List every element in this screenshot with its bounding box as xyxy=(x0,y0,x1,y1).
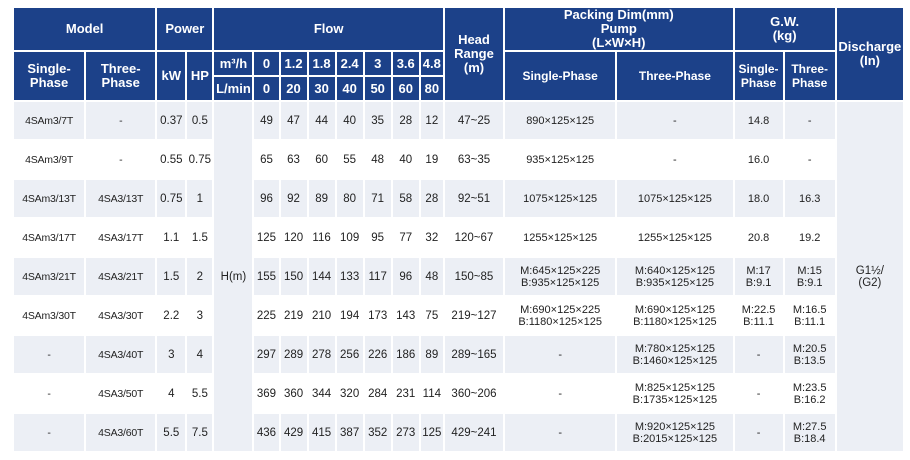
head-range: 360~206 xyxy=(445,375,503,412)
model-three-phase: 4SA3/21T xyxy=(86,258,155,295)
head-value: 194 xyxy=(337,297,363,334)
power-hp: 2 xyxy=(187,258,212,295)
head-value: 415 xyxy=(309,414,335,451)
header-single-phase: Single- Phase xyxy=(14,52,84,100)
table-row xyxy=(14,375,903,412)
head-range: 219~127 xyxy=(445,297,503,334)
head-value: 344 xyxy=(309,375,335,412)
packing-single-phase-line: - xyxy=(558,426,562,439)
gw-single-phase xyxy=(735,102,783,139)
head-value: 35 xyxy=(365,102,391,139)
header-packing-dim: Packing Dim(mm) Pump (L×W×H) xyxy=(505,8,732,50)
head-value: 28 xyxy=(393,102,419,139)
head-value: 284 xyxy=(365,375,391,412)
packing-single-phase xyxy=(505,414,615,451)
table-row xyxy=(14,297,903,334)
header-gw-three: Three- Phase xyxy=(785,52,835,100)
gw-single-phase xyxy=(735,141,783,178)
packing-three-phase-line: 1255×125×125 xyxy=(637,231,712,244)
gw-three-phase-line: B:9.1 xyxy=(796,276,823,289)
gw-three-phase xyxy=(785,414,835,451)
model-three-phase: 4SA3/13T xyxy=(86,180,155,217)
gw-three-phase xyxy=(785,180,835,217)
packing-single-phase xyxy=(505,297,615,334)
table-row xyxy=(14,414,903,451)
header-three-phase: Three- Phase xyxy=(86,52,155,100)
header-flow-m3h: 3.6 xyxy=(393,52,419,75)
model-single-phase: 4SAm3/9T xyxy=(14,141,84,178)
header-packing-single: Single-Phase xyxy=(505,52,615,100)
header-flow: Flow xyxy=(214,8,443,50)
header-flow-m3h: 4.8 xyxy=(421,52,443,75)
gw-single-phase-line: - xyxy=(756,426,761,439)
packing-single-phase xyxy=(505,219,615,256)
packing-three-phase xyxy=(617,258,732,295)
gw-single-phase-line: 14.8 xyxy=(747,114,770,127)
power-hp: 5.5 xyxy=(187,375,212,412)
power-hp: 1.5 xyxy=(187,219,212,256)
gw-three-phase xyxy=(785,258,835,295)
header-lmin-unit: L/min xyxy=(214,77,252,100)
gw-three-phase-line: M:23.5 xyxy=(792,381,827,394)
packing-three-phase-line: B:1735×125×125 xyxy=(632,393,718,406)
discharge-value xyxy=(837,102,903,451)
packing-single-phase-line: 890×125×125 xyxy=(526,114,595,127)
head-range: 150~85 xyxy=(445,258,503,295)
power-kw: 4 xyxy=(157,375,185,412)
table-row xyxy=(14,102,903,139)
head-value: 89 xyxy=(421,336,443,373)
head-value: 19 xyxy=(421,141,443,178)
head-value: 28 xyxy=(421,180,443,217)
gw-three-phase xyxy=(785,297,835,334)
header-power: Power xyxy=(157,8,212,50)
power-hp: 3 xyxy=(187,297,212,334)
head-value: 320 xyxy=(337,375,363,412)
head-value: 150 xyxy=(281,258,307,295)
head-value: 436 xyxy=(254,414,278,451)
head-value: 40 xyxy=(337,102,363,139)
packing-three-phase xyxy=(617,297,732,334)
header-hp: HP xyxy=(187,52,212,100)
head-value: 360 xyxy=(281,375,307,412)
packing-single-phase-line: 1255×125×125 xyxy=(523,231,598,244)
head-value: 63 xyxy=(281,141,307,178)
head-value: 273 xyxy=(393,414,419,451)
packing-three-phase-line: M:920×125×125 xyxy=(634,420,715,433)
model-three-phase: - xyxy=(86,102,155,139)
gw-single-phase xyxy=(735,414,783,451)
header-discharge: Discharge (In) xyxy=(837,8,903,100)
model-three-phase: 4SA3/60T xyxy=(86,414,155,451)
gw-three-phase-line: B:13.5 xyxy=(793,354,826,367)
power-hp: 1 xyxy=(187,180,212,217)
gw-single-phase-line: 18.0 xyxy=(747,192,770,205)
model-single-phase: 4SAm3/30T xyxy=(14,297,84,334)
packing-single-phase-line: M:690×125×225 xyxy=(520,303,601,316)
gw-three-phase-line: 19.2 xyxy=(798,231,821,244)
packing-three-phase-line: 1075×125×125 xyxy=(637,192,712,205)
gw-single-phase-line: - xyxy=(756,387,761,400)
header-flow-lmin: 0 xyxy=(254,77,278,100)
gw-three-phase-line: M:15 xyxy=(797,264,822,277)
head-range: 289~165 xyxy=(445,336,503,373)
head-value: 48 xyxy=(365,141,391,178)
head-range: 429~241 xyxy=(445,414,503,451)
discharge-value-line: (G2) xyxy=(858,276,882,289)
packing-single-phase xyxy=(505,102,615,139)
packing-single-phase-line: 935×125×125 xyxy=(526,153,595,166)
header-m3h-unit: m³/h xyxy=(214,52,252,75)
packing-three-phase xyxy=(617,336,732,373)
model-three-phase: 4SA3/50T xyxy=(86,375,155,412)
model-single-phase: - xyxy=(14,336,84,373)
header-flow-lmin: 40 xyxy=(337,77,363,100)
head-value: 225 xyxy=(254,297,278,334)
head-value: 89 xyxy=(309,180,335,217)
header-flow-lmin: 80 xyxy=(421,77,443,100)
head-value: 256 xyxy=(337,336,363,373)
table-row xyxy=(14,180,903,217)
pump-spec-table xyxy=(12,6,905,453)
head-range: 47~25 xyxy=(445,102,503,139)
model-single-phase: - xyxy=(14,375,84,412)
head-range: 63~35 xyxy=(445,141,503,178)
head-value: 387 xyxy=(337,414,363,451)
packing-three-phase-line: B:2015×125×125 xyxy=(632,432,718,445)
model-single-phase: 4SAm3/17T xyxy=(14,219,84,256)
packing-three-phase xyxy=(617,414,732,451)
header-gross-weight: G.W. (kg) xyxy=(735,8,835,50)
gw-single-phase xyxy=(735,297,783,334)
gw-single-phase-line: M:17 xyxy=(746,264,771,277)
packing-three-phase-line: B:1180×125×125 xyxy=(633,315,717,328)
head-unit-label: H(m) xyxy=(214,102,252,451)
table-row xyxy=(14,219,903,256)
gw-three-phase xyxy=(785,141,835,178)
gw-single-phase xyxy=(735,180,783,217)
head-value: 226 xyxy=(365,336,391,373)
gw-single-phase xyxy=(735,219,783,256)
header-flow-lmin: 50 xyxy=(365,77,391,100)
packing-three-phase xyxy=(617,141,732,178)
packing-three-phase-line: B:935×125×125 xyxy=(635,276,715,289)
head-value: 49 xyxy=(254,102,278,139)
model-three-phase: 4SA3/17T xyxy=(86,219,155,256)
gw-three-phase xyxy=(785,102,835,139)
head-value: 48 xyxy=(421,258,443,295)
power-kw: 1.1 xyxy=(157,219,185,256)
head-value: 120 xyxy=(281,219,307,256)
head-value: 71 xyxy=(365,180,391,217)
head-value: 278 xyxy=(309,336,335,373)
gw-three-phase xyxy=(785,375,835,412)
gw-single-phase-line: M:22.5 xyxy=(741,303,776,316)
head-value: 96 xyxy=(254,180,278,217)
power-kw: 0.55 xyxy=(157,141,185,178)
head-value: 65 xyxy=(254,141,278,178)
model-single-phase: 4SAm3/7T xyxy=(14,102,84,139)
model-three-phase: 4SA3/30T xyxy=(86,297,155,334)
packing-three-phase-line: M:690×125×125 xyxy=(634,303,715,316)
head-value: 80 xyxy=(337,180,363,217)
header-flow-m3h: 0 xyxy=(254,52,278,75)
packing-three-phase-line: M:780×125×125 xyxy=(634,342,715,355)
head-value: 32 xyxy=(421,219,443,256)
gw-single-phase xyxy=(735,336,783,373)
table-body xyxy=(14,102,903,451)
head-value: 186 xyxy=(393,336,419,373)
table-row xyxy=(14,141,903,178)
discharge-value-line: G1½/ xyxy=(855,264,884,277)
packing-three-phase xyxy=(617,219,732,256)
head-value: 116 xyxy=(309,219,335,256)
head-value: 352 xyxy=(365,414,391,451)
head-value: 219 xyxy=(281,297,307,334)
table-row xyxy=(14,258,903,295)
header-flow-lmin: 60 xyxy=(393,77,419,100)
head-value: 47 xyxy=(281,102,307,139)
head-value: 12 xyxy=(421,102,443,139)
head-value: 210 xyxy=(309,297,335,334)
packing-three-phase-line: - xyxy=(673,153,677,166)
model-single-phase: - xyxy=(14,414,84,451)
power-kw: 0.75 xyxy=(157,180,185,217)
gw-three-phase-line: M:27.5 xyxy=(792,420,827,433)
header-head-range: Head Range (m) xyxy=(445,8,503,100)
model-three-phase: 4SA3/40T xyxy=(86,336,155,373)
head-value: 125 xyxy=(254,219,278,256)
header-flow-m3h: 2.4 xyxy=(337,52,363,75)
head-value: 96 xyxy=(393,258,419,295)
gw-single-phase-line: - xyxy=(756,348,761,361)
packing-single-phase xyxy=(505,180,615,217)
head-value: 109 xyxy=(337,219,363,256)
power-kw: 5.5 xyxy=(157,414,185,451)
gw-three-phase-line: B:16.2 xyxy=(793,393,826,406)
gw-three-phase-line: M:20.5 xyxy=(792,342,827,355)
gw-three-phase-line: B:11.1 xyxy=(794,315,826,328)
header-flow-m3h: 1.8 xyxy=(309,52,335,75)
gw-three-phase xyxy=(785,219,835,256)
gw-single-phase-line: B:9.1 xyxy=(745,276,772,289)
packing-three-phase-line: B:1460×125×125 xyxy=(632,354,718,367)
head-value: 369 xyxy=(254,375,278,412)
gw-single-phase-line: B:11.1 xyxy=(743,315,775,328)
head-value: 429 xyxy=(281,414,307,451)
power-hp: 0.75 xyxy=(187,141,212,178)
head-value: 95 xyxy=(365,219,391,256)
power-hp: 0.5 xyxy=(187,102,212,139)
head-value: 40 xyxy=(393,141,419,178)
head-range: 92~51 xyxy=(445,180,503,217)
packing-single-phase xyxy=(505,141,615,178)
header-model: Model xyxy=(14,8,155,50)
packing-single-phase-line: M:645×125×225 xyxy=(520,264,601,277)
header-gw-single: Single- Phase xyxy=(735,52,783,100)
gw-single-phase-line: 20.8 xyxy=(747,231,770,244)
head-value: 231 xyxy=(393,375,419,412)
packing-single-phase-line: B:935×125×125 xyxy=(520,276,600,289)
head-value: 77 xyxy=(393,219,419,256)
packing-single-phase xyxy=(505,375,615,412)
packing-three-phase-line: M:825×125×125 xyxy=(634,381,715,394)
head-value: 133 xyxy=(337,258,363,295)
gw-single-phase xyxy=(735,258,783,295)
gw-single-phase-line: 16.0 xyxy=(747,153,770,166)
head-value: 44 xyxy=(309,102,335,139)
model-single-phase: 4SAm3/21T xyxy=(14,258,84,295)
head-value: 144 xyxy=(309,258,335,295)
power-kw: 1.5 xyxy=(157,258,185,295)
model-three-phase: - xyxy=(86,141,155,178)
packing-three-phase xyxy=(617,180,732,217)
header-packing-three: Three-Phase xyxy=(617,52,732,100)
head-value: 143 xyxy=(393,297,419,334)
power-kw: 2.2 xyxy=(157,297,185,334)
head-value: 117 xyxy=(365,258,391,295)
head-value: 75 xyxy=(421,297,443,334)
head-value: 289 xyxy=(281,336,307,373)
packing-three-phase-line: - xyxy=(673,114,677,127)
model-single-phase: 4SAm3/13T xyxy=(14,180,84,217)
gw-single-phase xyxy=(735,375,783,412)
packing-single-phase-line: - xyxy=(558,387,562,400)
power-kw: 0.37 xyxy=(157,102,185,139)
packing-single-phase-line: 1075×125×125 xyxy=(523,192,598,205)
header-flow-lmin: 20 xyxy=(281,77,307,100)
header-flow-m3h: 3 xyxy=(365,52,391,75)
gw-three-phase-line: - xyxy=(807,153,812,166)
gw-three-phase-line: M:16.5 xyxy=(792,303,827,316)
head-value: 297 xyxy=(254,336,278,373)
packing-single-phase-line: B:1180×125×125 xyxy=(518,315,602,328)
packing-single-phase xyxy=(505,336,615,373)
packing-three-phase xyxy=(617,102,732,139)
gw-three-phase-line: - xyxy=(807,114,812,127)
table-row xyxy=(14,336,903,373)
power-hp: 7.5 xyxy=(187,414,212,451)
head-value: 114 xyxy=(421,375,443,412)
head-value: 173 xyxy=(365,297,391,334)
packing-single-phase xyxy=(505,258,615,295)
header-kw: kW xyxy=(157,52,185,100)
packing-three-phase-line: M:640×125×125 xyxy=(634,264,715,277)
head-value: 155 xyxy=(254,258,278,295)
gw-three-phase xyxy=(785,336,835,373)
header-flow-lmin: 30 xyxy=(309,77,335,100)
head-value: 92 xyxy=(281,180,307,217)
gw-three-phase-line: B:18.4 xyxy=(793,432,826,445)
power-hp: 4 xyxy=(187,336,212,373)
head-value: 60 xyxy=(309,141,335,178)
packing-three-phase xyxy=(617,375,732,412)
head-range: 120~67 xyxy=(445,219,503,256)
head-value: 55 xyxy=(337,141,363,178)
power-kw: 3 xyxy=(157,336,185,373)
head-value: 125 xyxy=(421,414,443,451)
head-value: 58 xyxy=(393,180,419,217)
gw-three-phase-line: 16.3 xyxy=(798,192,821,205)
header-flow-m3h: 1.2 xyxy=(281,52,307,75)
packing-single-phase-line: - xyxy=(558,348,562,361)
